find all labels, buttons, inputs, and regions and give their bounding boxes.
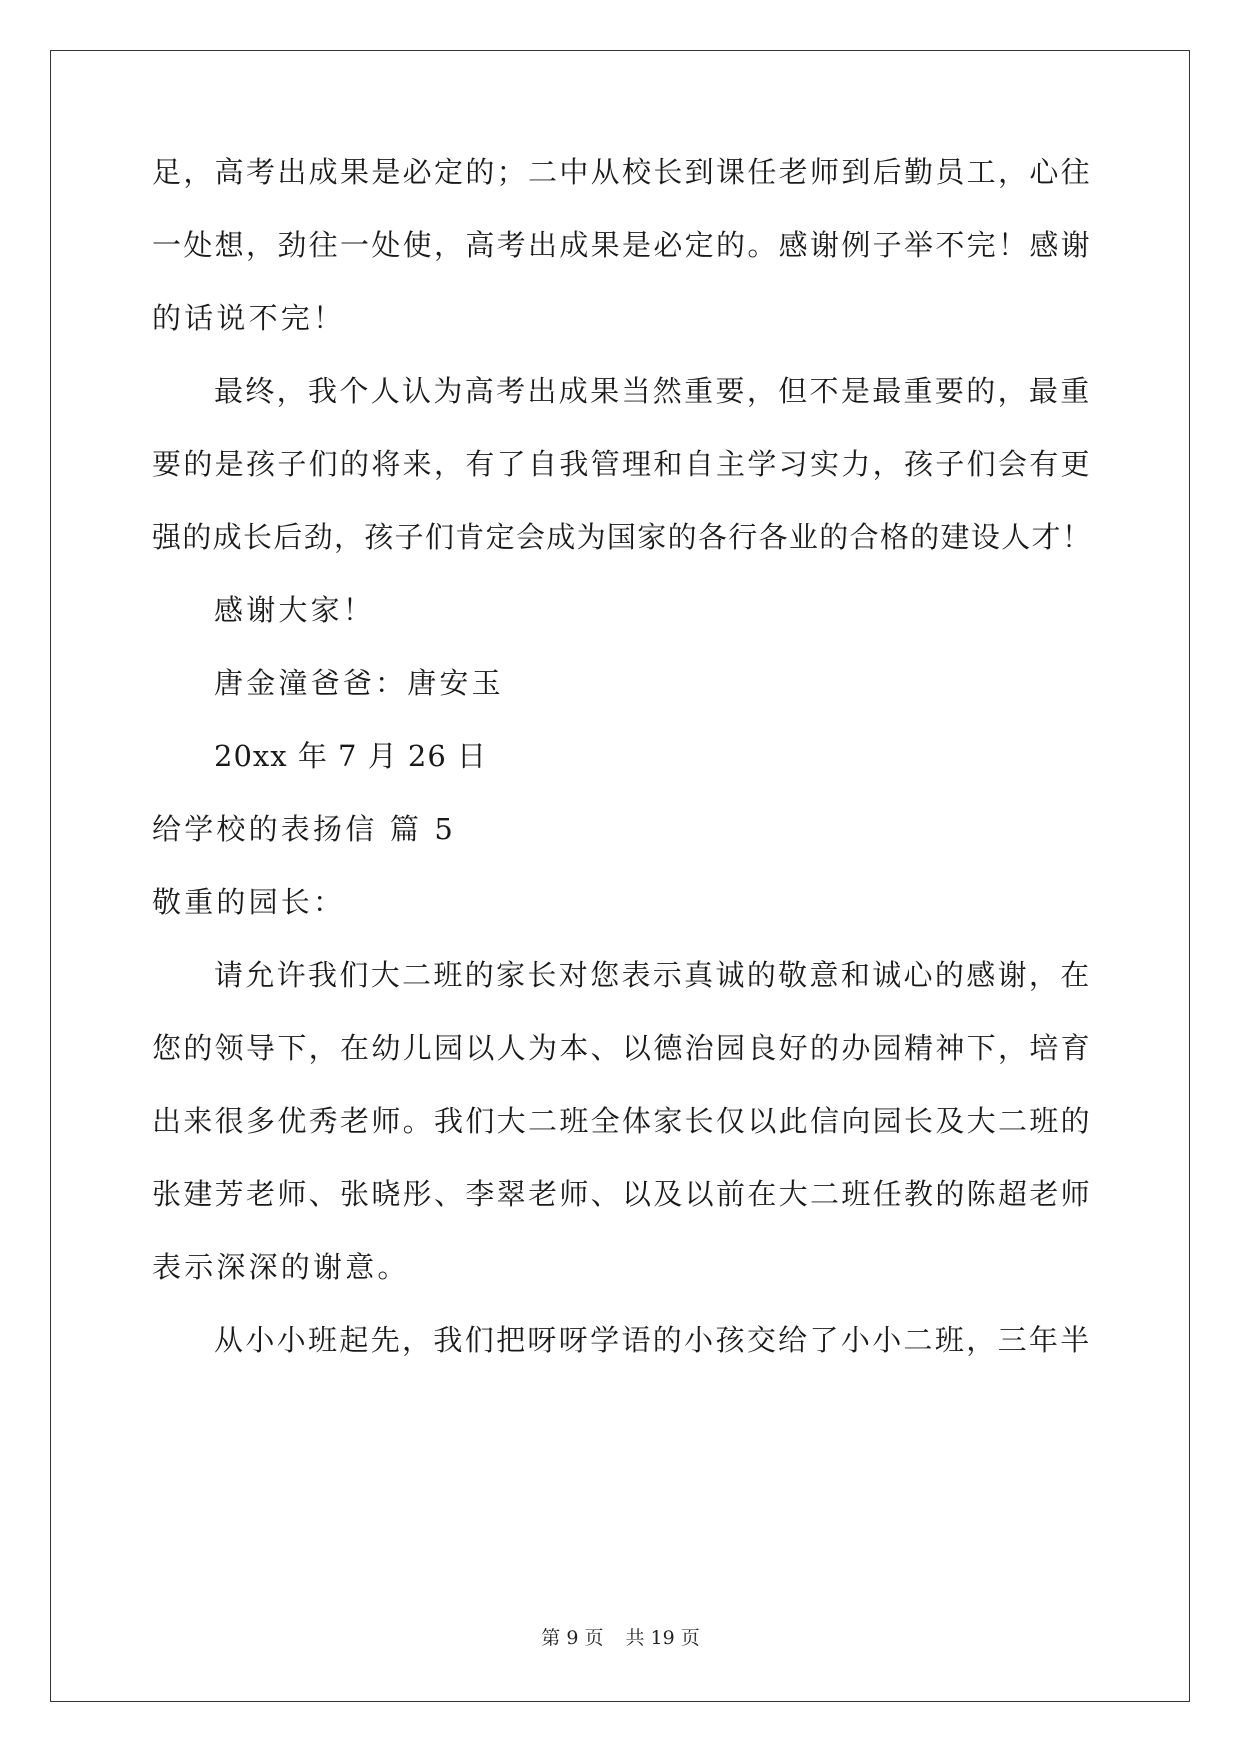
paragraph-line: 表示深深的谢意。 xyxy=(152,1250,410,1284)
paragraph-line: 要的是孩子们的将来，有了自我管理和自主学习实力，孩子们会有更 xyxy=(152,447,1093,481)
paragraph-line: 一处想，劲往一处使，高考出成果是必定的。感谢例子举不完！感谢 xyxy=(152,228,1093,262)
section-heading: 给学校的表扬信 篇 5 xyxy=(152,812,457,846)
page-footer xyxy=(0,1626,1241,1650)
paragraph-line: 强的成长后劲，孩子们肯定会成为国家的各行各业的合格的建设人才！ xyxy=(152,520,1093,554)
signature-line: 唐金潼爸爸：唐安玉 xyxy=(214,666,504,700)
paragraph-line: 足，高考出成果是必定的；二中从校长到课任老师到后勤员工，心往 xyxy=(152,155,1093,189)
paragraph-line: 的话说不完！ xyxy=(152,301,346,335)
date-line: 20xx 年 7 月 26 日 xyxy=(214,739,488,773)
paragraph-line: 最终，我个人认为高考出成果当然重要，但不是最重要的，最重 xyxy=(214,374,1092,408)
paragraph-line: 从小小班起先，我们把呀呀学语的小孩交给了小小二班，三年半 xyxy=(214,1323,1092,1357)
closing-line: 感谢大家！ xyxy=(214,593,376,627)
paragraph-line: 请允许我们大二班的家长对您表示真诚的敬意和诚心的感谢，在 xyxy=(214,958,1092,992)
salutation-line: 敬重的园长： xyxy=(152,885,346,919)
page-total: 共 19 页 xyxy=(625,1627,700,1649)
page-number: 第 9 页 xyxy=(541,1627,604,1649)
paragraph-line: 张建芳老师、张晓彤、李翠老师、以及以前在大二班任教的陈超老师 xyxy=(152,1177,1093,1211)
paragraph-line: 您的领导下，在幼儿园以人为本、以德治园良好的办园精神下，培育 xyxy=(152,1031,1093,1065)
paragraph-line: 出来很多优秀老师。我们大二班全体家长仅以此信向园长及大二班的 xyxy=(152,1104,1093,1138)
